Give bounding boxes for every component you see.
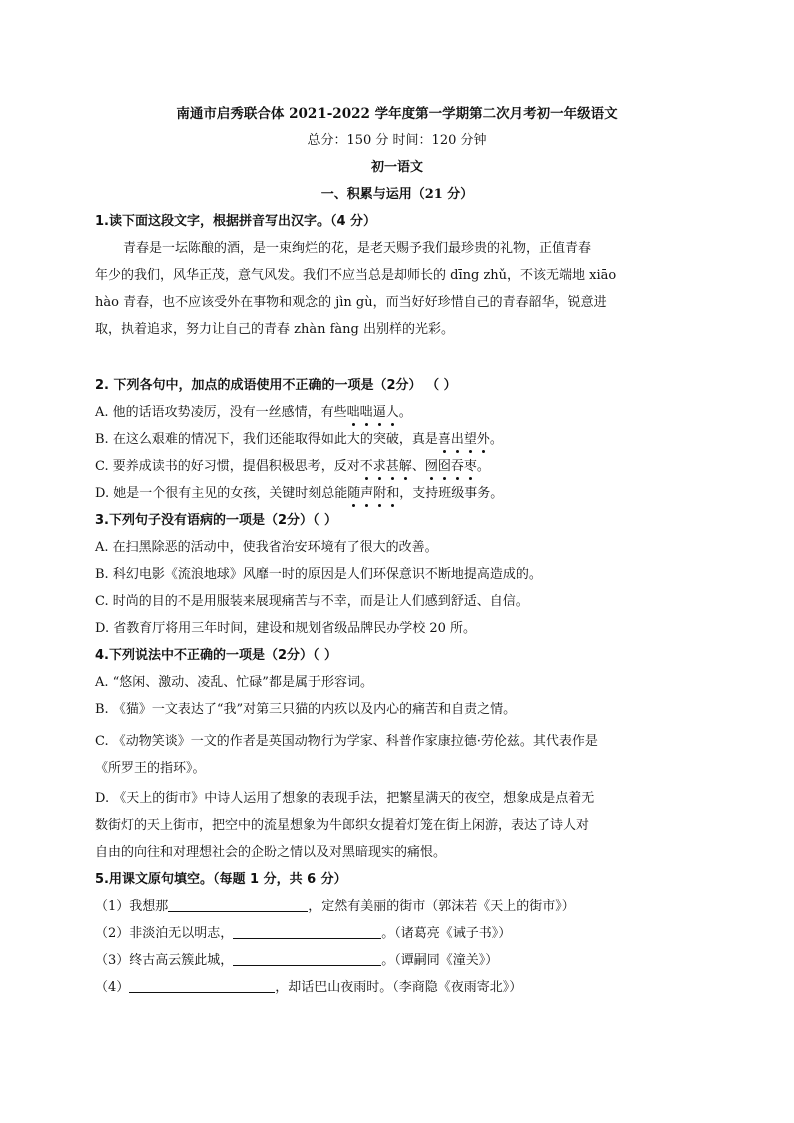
score-time-line: 总分：150 分 时间：120 分钟 — [307, 133, 487, 148]
dotted-char: 逼 — [373, 403, 386, 423]
q4-option-c-cont: 《所罗王的指环》。 — [95, 761, 206, 776]
dotted-char: 出 — [451, 430, 464, 450]
q2-stem: 2. 下列各句中，加点的成语使用不正确的一项是（2分） （ ） — [95, 378, 457, 393]
q4-option-a: A. “悠闲、激动、凌乱、忙碌”都是属于形容词。 — [95, 675, 373, 690]
option-text: 。 — [398, 405, 412, 420]
dotted-char: 和 — [386, 484, 399, 504]
answer-blank[interactable] — [233, 951, 381, 966]
q2-option-c — [95, 457, 490, 477]
q4-option-d-cont: 自由的向往和对理想社会的企盼之情以及对黑暗现实的痛恨。 — [95, 845, 447, 860]
dotted-char: 解 — [399, 457, 412, 477]
item-text: ，却话巴山夜雨时。（李商隐《夜雨寄北》） — [275, 980, 523, 995]
dotted-idiom — [347, 405, 399, 420]
dotted-char: 求 — [373, 457, 386, 477]
item-number: （2） — [95, 926, 130, 941]
q5-item-1 — [95, 897, 575, 917]
answer-blank[interactable] — [129, 978, 275, 993]
q4-option-d-cont: 数街灯的天上街市，把空中的流星想象为牛郎织女提着灯笼在街上闲游，表达了诗人对 — [95, 818, 590, 833]
q3-option-b: B. 科幻电影《流浪地球》风靡一时的原因是人们环保意识不断地提高造成的。 — [95, 567, 542, 582]
q3-option-d: D. 省教育厅将用三年时间，建设和规划省级品牌民办学校 20 所。 — [95, 621, 477, 636]
q2-option-d — [95, 484, 503, 504]
item-text: 终古高云簇此城， — [129, 953, 234, 968]
q3-option-c: C. 时尚的目的不是用服装来展现痛苦与不幸，而是让人们感到舒适、自信。 — [95, 594, 529, 609]
option-text: ，支持班级事务。 — [399, 486, 504, 501]
dotted-idiom — [438, 432, 490, 447]
dotted-char: 咄 — [347, 403, 360, 423]
option-text: D. 她是一个很有主见的女孩，关键时刻总能 — [95, 486, 348, 501]
dotted-char: 人 — [386, 403, 399, 423]
dotted-idiom — [360, 459, 477, 474]
dotted-char: 喜 — [438, 430, 451, 450]
q4-option-d: D. 《天上的街市》中诗人运用了想象的表现手法，把繁星满天的夜空，想象成是点着无 — [95, 791, 595, 806]
dotted-char: 甚 — [386, 457, 399, 477]
q5-item-4 — [95, 978, 522, 998]
q4-option-c: C. 《动物笑谈》一文的作者是英国动物行为学家、科普作家康拉德·劳伦兹。其代表作是 — [95, 734, 598, 749]
dotted-char: 声 — [360, 484, 373, 504]
dotted-char: 望 — [464, 430, 477, 450]
option-text: 。 — [489, 432, 503, 447]
q3-option-a: A. 在扫黑除恶的活动中，使我省治安环境有了很大的改善。 — [95, 540, 438, 555]
dotted-char: 囫 — [425, 457, 438, 477]
q5-item-2 — [95, 924, 511, 944]
dotted-char: 随 — [347, 484, 360, 504]
exam-title: 南通市启秀联合体 2021-2022 学年度第一学期第二次月考初一年级语文 — [176, 106, 618, 122]
item-text: 。（诸葛亮《诫子书》） — [381, 926, 512, 941]
q1-stem: 1.读下面这段文字，根据拼音写出汉字。（4 分） — [95, 214, 377, 229]
q3-stem: 3.下列句子没有语病的一项是（2分）（ ） — [95, 513, 338, 528]
item-number: （4） — [95, 980, 130, 995]
item-number: （1） — [95, 899, 130, 914]
q1-paragraph-line: hào 青春，也不应该受外在事物和观念的 jìn gù，而当好好珍惜自己的青春韶华，锐意进 — [95, 295, 607, 310]
dotted-char: 不 — [360, 457, 373, 477]
dotted-char: 囵 — [438, 457, 451, 477]
subject-heading: 初一语文 — [370, 160, 423, 175]
q1-paragraph-line: 年少的我们，风华正茂，意气风发。我们不应当总是却师长的 dīng zhǔ，不该无端地 xiāo — [95, 268, 617, 283]
option-text: A. 他的话语攻势凌厉，没有一丝感情，有些 — [95, 405, 347, 420]
item-text: 我想那 — [129, 899, 169, 914]
q2-option-a — [95, 403, 412, 423]
dotted-char: 吞 — [451, 457, 464, 477]
option-text: B. 在这么艰难的情况下，我们还能取得如此大的突破，真是 — [95, 432, 438, 447]
dotted-char: 附 — [373, 484, 386, 504]
item-text: ，定然有美丽的街市（郭沫若《天上的街市》） — [308, 899, 575, 914]
section-heading: 一、积累与运用（21 分） — [320, 187, 474, 202]
dotted-char: 咄 — [360, 403, 373, 423]
q1-paragraph-line: 青春是一坛陈酿的酒，是一束绚烂的花，是老天赐予我们最珍贵的礼物，正值青春 — [123, 241, 592, 256]
answer-blank[interactable] — [168, 897, 308, 912]
item-text: 非淡泊无以明志， — [129, 926, 234, 941]
q1-paragraph-line: 取，执着追求，努力让自己的青春 zhàn fàng 出别样的光彩。 — [95, 322, 454, 337]
q5-item-3 — [95, 951, 498, 971]
q4-option-b: B. 《猫》一文表达了“我”对第三只猫的内疚以及内心的痛苦和自责之情。 — [95, 702, 517, 717]
dotted-char: 枣 — [464, 457, 477, 477]
dotted-idiom — [347, 486, 399, 501]
option-text: 。 — [476, 459, 490, 474]
q5-stem: 5.用课文原句填空。（每题 1 分，共 6 分） — [95, 872, 347, 887]
answer-blank[interactable] — [233, 924, 381, 939]
q2-option-b — [95, 430, 503, 450]
option-text: C. 要养成读书的好习惯，提倡积极思考，反对 — [95, 459, 360, 474]
q4-stem: 4.下列说法中不正确的一项是（2分）（ ） — [95, 648, 338, 663]
item-number: （3） — [95, 953, 130, 968]
dotted-char: 外 — [477, 430, 490, 450]
dotted-char: 、 — [411, 459, 425, 474]
item-text: 。（谭嗣同《潼关》） — [381, 953, 499, 968]
